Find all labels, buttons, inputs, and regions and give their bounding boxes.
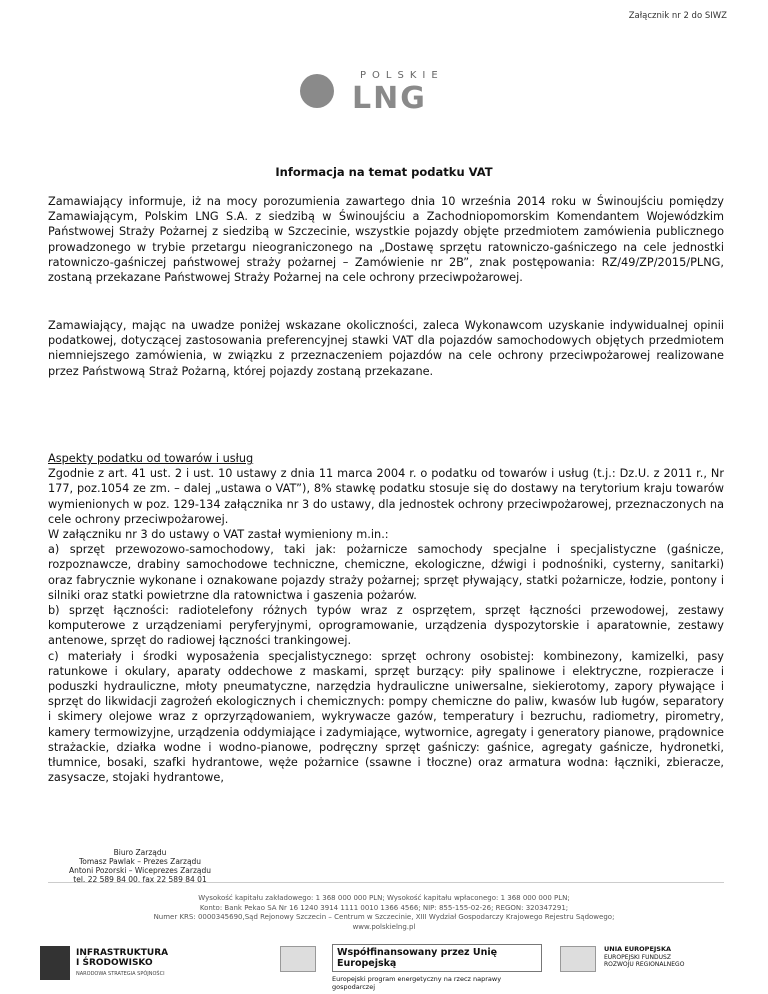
cofinancing-block bbox=[332, 944, 542, 991]
infrastruktura-badge-icon bbox=[40, 946, 70, 980]
infra-line-1: INFRASTRUKTURA bbox=[76, 948, 169, 958]
section-heading: Aspekty podatku od towarów i usług bbox=[48, 452, 254, 465]
section-intro: Zgodnie z art. 41 ust. 2 i ust. 10 ustawy z dnia 11 marca 2004 r. o podatku od towarów i usług (t.j.: Dz.U. z 2011 r., Nr 177, poz.1054 ze zm. – dalej „ustawa o VAT”), 8% stawkę podatku stosuje się do dostawy na terytorium kraju towarów wymienionych w poz. 129-134 załącznika nr 3 do ustawy, dla jednostek ochrony przeciwpożarowej, przeznaczonych na cele ochrony przeciwpożarowej. bbox=[48, 467, 724, 526]
footer-board bbox=[60, 848, 220, 884]
section-item-a: a) sprzęt przewozowo-samochodowy, taki jak: pożarnicze samochody specjalne i specjalistyczne (gaśnicze, rozpoznawcze, drabiny samochodowe techniczne, chemiczne, ekologiczne, dźwigi i podnośniki, cysterny, sanitarki) oraz fabrycznie wykonane i oznakowane pojazdy straży pożarnej; sprzęt pływający, statki pożarnicze, łodzie, pontony i silniki oraz statki powietrzne dla ratownictwa i gaszenia pożarów. bbox=[48, 543, 724, 602]
logo-polskie-text: POLSKIE bbox=[360, 70, 444, 81]
footer-legal-line: Konto: Bank Pekao SA Nr 16 1240 3914 1111 0010 1366 4566; NIP: 855-155-02-26; REGON: 320347291; bbox=[199, 903, 569, 912]
section-item-c: c) materiały i środki wyposażenia specjalistycznego: sprzęt ochrony osobistej: kombinezony, kamizelki, pasy ratunkowe i okulary, aparaty oddechowe z maskami, sprzęt burzący: piły spalinowe i elektryczne, rozpieracze i poduszki hydrauliczne, młoty pneumatyczne, narzędzia hydrauliczne uniwersalne, siekierotomy, zapory pływające i sprzęt do likwidacji zagrożeń ekologicznych i chemicznych: pompy chemiczne do paliw, kwasów lub ługów, separatory i skimery olejowe wraz z oprzyrządowaniem, wykrywacze gazów, temperatury i bezruchu, radiometry, pirometry, kamery termowizyjne, urządzenia oddymiające i zadymiające, wytwornice, agregaty i generatory pianowe, prądownice strażackie, działka wodne i wodno-pianowe, podręczny sprzęt gaśniczy: gaśnice, agregaty gaśnicze, hydronetki, tłumnice, bosaki, szafki hydrantowe, węże pożarnice (ssawne i tłoczne) oraz armatura wodna: łączniki, zbieracze, zasysacze, stojaki hydrantowe, bbox=[48, 649, 724, 785]
footer-website: www.polskielng.pl bbox=[352, 922, 416, 931]
infrastruktura-title bbox=[76, 948, 168, 968]
ue-line-1: UNIA EUROPEJSKA bbox=[604, 945, 672, 953]
ue-line-2: EUROPEJSKI FUNDUSZ bbox=[604, 953, 671, 961]
paragraph-2-text: Zamawiający, mając na uwadze poniżej wskazane okoliczności, zaleca Wykonawcom uzyskanie indywidualnej opinii podatkowej, dotyczącej zastosowania preferencyjnej stawki VAT dla pojazdów samochodowych objętych przedmiotem niemniejszego zamówienia, w związku z przeznaczeniem pojazdów na cele ochrony przeciwpożarowej realizowane przez Państwową Straż Pożarną, której pojazdy zostaną przekazane. bbox=[48, 319, 724, 378]
eu-flag-icon bbox=[560, 946, 596, 972]
page-title: Informacja na temat podatku VAT bbox=[275, 165, 493, 179]
eu-fund-label bbox=[604, 946, 734, 969]
footer-board-line: Antoni Pozorski – Wiceprezes Zarządu bbox=[68, 866, 211, 875]
section-lead: W załączniku nr 3 do ustawy o VAT zastał wymieniony m.in.: bbox=[48, 528, 389, 542]
funding-logos bbox=[40, 944, 730, 991]
footer-legal bbox=[0, 894, 768, 932]
paragraph-intro bbox=[48, 194, 724, 285]
footer-divider bbox=[48, 882, 724, 883]
footer-legal-line: Numer KRS: 0000345690,Sąd Rejonowy Szczecin – Centrum w Szczecinie, XIII Wydział Gospodarczy Krajowego Rejestru Sądowego; bbox=[153, 913, 615, 921]
polskie-lng-logo bbox=[300, 70, 470, 114]
footer-board-line: Tomasz Pawlak – Prezes Zarządu bbox=[78, 857, 202, 866]
cofinancing-subtitle: Europejski program energetyczny na rzecz naprawy gospodarczej bbox=[332, 975, 502, 991]
eu-flag-icon bbox=[280, 946, 316, 972]
logo-lng-text: LNG bbox=[352, 81, 427, 116]
footer-board-line: Biuro Zarządu bbox=[113, 848, 167, 857]
paragraph-1-text: Zamawiający informuje, iż na mocy porozumienia zawartego dnia 10 września 2014 roku w Świnoujściu pomiędzy Zamawiającym, Polskim LNG S.A. z siedzibą w Świnoujściu a Zachodniopomorskim Komendantem Wojewódzkim Państwowej Straży Pożarnej z siedzibą w Szczecinie, wszystkie pojazdy objęte przedmiotem zamówienia publicznego prowadzonego w trybie przetargu nieograniczonego na „Dostawę sprzętu ratowniczo-gaśniczego na cele jednostki ratowniczo-gaśniczej państwowej straży pożarnej – Zamówienie nr 2B”, znak postępowania: RZ/49/ZP/2015/PLNG, zostaną przekazane Państwowej Straży Pożarnej na cele ochrony przeciwpożarowej. bbox=[48, 195, 724, 285]
footer-board-line: tel. 22 589 84 00, fax 22 589 84 01 bbox=[73, 875, 207, 884]
infra-line-2: I ŚRODOWISKO bbox=[76, 958, 153, 968]
lng-logo-icon bbox=[300, 74, 334, 108]
footer-legal-line: Wysokość kapitału zakładowego: 1 368 000 000 PLN; Wysokość kapitału wpłaconego: 1 368 000 000 PLN; bbox=[198, 894, 570, 902]
infra-line-3: NARODOWA STRATEGIA SPÓJNOŚCI bbox=[76, 971, 165, 977]
ue-line-3: ROZWOJU REGIONALNEGO bbox=[604, 961, 685, 968]
infrastruktura-logo bbox=[40, 944, 180, 984]
cofinancing-title: Współfinansowany przez Unię Europejską bbox=[332, 944, 542, 972]
paragraph-recommendation bbox=[48, 318, 724, 379]
section-item-b: b) sprzęt łączności: radiotelefony różnych typów wraz z osprzętem, sprzęt łączności przewodowej, zestawy komputerowe z urządzeniami peryferyjnymi, oprogramowanie, urządzenia dyspozytorskie i aparatownie, zestawy antenowe, sprzęt do radiowej łączności trankingowej. bbox=[48, 604, 724, 648]
vat-section bbox=[48, 451, 724, 785]
attachment-label: Załącznik nr 2 do SIWZ bbox=[628, 11, 727, 21]
